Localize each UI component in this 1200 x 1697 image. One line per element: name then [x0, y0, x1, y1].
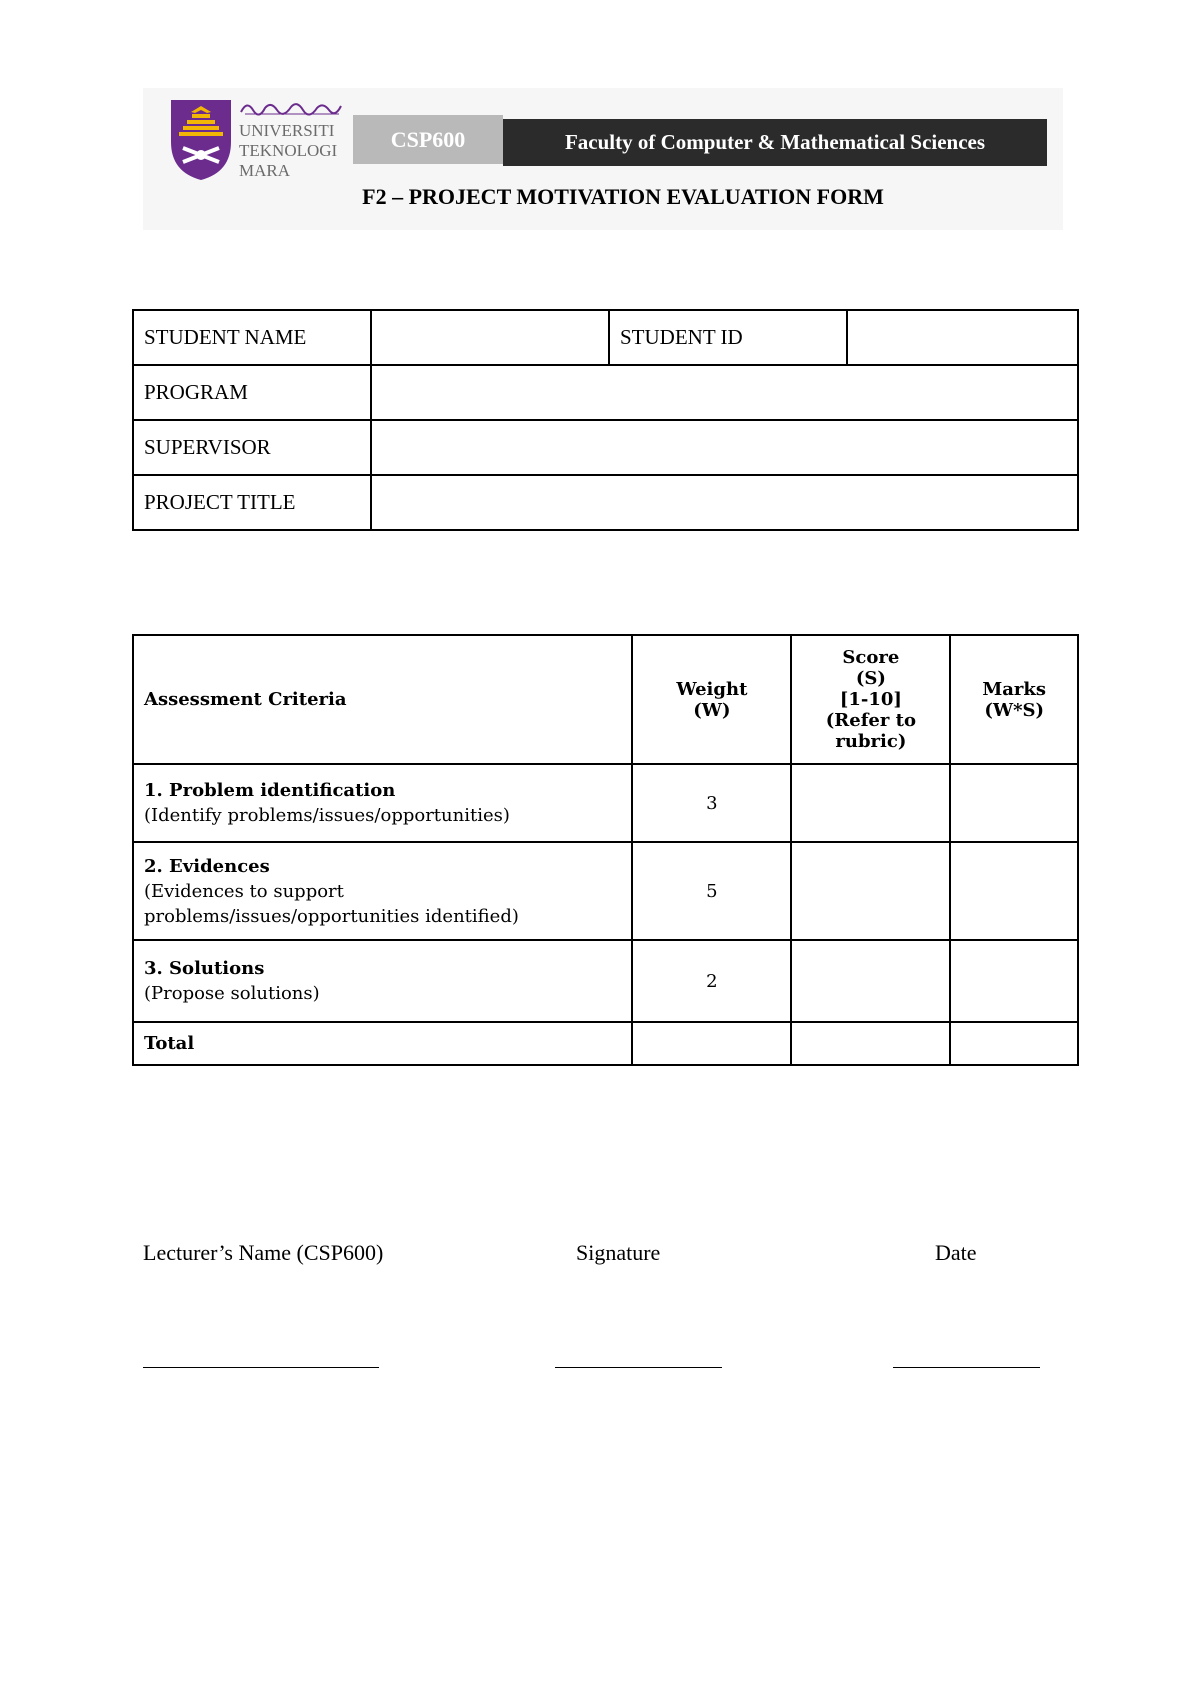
criteria-title: 3. Solutions — [144, 958, 265, 979]
score-header-line3: [1-10] — [839, 689, 902, 710]
criteria-title: 2. Evidences — [144, 855, 270, 877]
supervisor-label: SUPERVISOR — [133, 420, 371, 475]
criteria-title: 1. Problem identification — [144, 780, 396, 801]
project-title-row — [133, 475, 1078, 530]
marks-header-line2: (W*S) — [984, 699, 1045, 721]
weight-cell: 5 — [632, 842, 791, 940]
student-row — [133, 310, 1078, 365]
score-input-cell[interactable] — [791, 764, 950, 842]
table-row — [133, 842, 1078, 940]
project-title-label: PROJECT TITLE — [133, 475, 371, 530]
student-id-label: STUDENT ID — [609, 310, 847, 365]
signature-label: Signature — [576, 1240, 661, 1265]
marks-input-cell[interactable] — [950, 764, 1078, 842]
faculty-banner: Faculty of Computer & Mathematical Sciences — [503, 119, 1047, 166]
lecturer-name-label: Lecturer’s Name (CSP600) — [143, 1240, 384, 1265]
university-line-3: MARA — [239, 161, 291, 180]
criteria-header: Assessment Criteria — [133, 635, 632, 764]
score-header-line2: (S) — [855, 668, 886, 689]
score-header-line1: Score — [842, 647, 900, 668]
weight-header — [632, 635, 791, 764]
project-title-field[interactable] — [371, 475, 1078, 530]
marks-input-cell[interactable] — [950, 842, 1078, 940]
course-code-box: CSP600 — [353, 115, 503, 164]
criteria-cell — [133, 842, 632, 940]
total-label: Total — [133, 1022, 632, 1065]
date-label: Date — [935, 1240, 977, 1265]
marks-input-cell[interactable] — [950, 940, 1078, 1022]
weight-header-line1: Weight — [676, 678, 748, 700]
criteria-cell — [133, 764, 632, 842]
criteria-desc: (Evidences to support problems/issues/opportunities identified) — [144, 880, 519, 927]
uitm-crest-icon — [169, 98, 233, 182]
score-header-line4: (Refer to — [825, 710, 916, 731]
signature-line[interactable] — [555, 1367, 722, 1368]
date-line[interactable] — [893, 1367, 1040, 1368]
criteria-desc: (Identify problems/issues/opportunities) — [144, 805, 510, 826]
program-field[interactable] — [371, 365, 1078, 420]
supervisor-field[interactable] — [371, 420, 1078, 475]
total-weight-cell[interactable] — [632, 1022, 791, 1065]
weight-cell: 3 — [632, 764, 791, 842]
student-name-field[interactable] — [371, 310, 609, 365]
jawi-script-mark — [239, 98, 343, 116]
table-row — [133, 764, 1078, 842]
university-name — [239, 98, 349, 181]
score-header-line5: rubric) — [835, 731, 907, 752]
program-row — [133, 365, 1078, 420]
lecturer-name-line[interactable] — [143, 1367, 379, 1368]
assessment-table — [132, 634, 1079, 1066]
marks-header-line1: Marks — [982, 678, 1047, 700]
weight-cell: 2 — [632, 940, 791, 1022]
total-row — [133, 1022, 1078, 1065]
table-row — [133, 940, 1078, 1022]
program-label: PROGRAM — [133, 365, 371, 420]
supervisor-row — [133, 420, 1078, 475]
criteria-cell — [133, 940, 632, 1022]
score-input-cell[interactable] — [791, 842, 950, 940]
university-line-1: UNIVERSITI — [239, 121, 335, 140]
total-marks-cell[interactable] — [950, 1022, 1078, 1065]
student-id-field[interactable] — [847, 310, 1078, 365]
form-header — [143, 88, 1063, 230]
student-info-table — [132, 309, 1079, 531]
form-title: F2 – PROJECT MOTIVATION EVALUATION FORM — [362, 184, 884, 209]
total-score-cell[interactable] — [791, 1022, 950, 1065]
marks-header — [950, 635, 1078, 764]
weight-header-line2: (W) — [693, 699, 731, 721]
criteria-desc: (Propose solutions) — [144, 983, 320, 1004]
score-header — [791, 635, 950, 764]
score-input-cell[interactable] — [791, 940, 950, 1022]
assessment-header-row — [133, 635, 1078, 764]
university-line-2: TEKNOLOGI — [239, 141, 338, 160]
student-name-label: STUDENT NAME — [133, 310, 371, 365]
